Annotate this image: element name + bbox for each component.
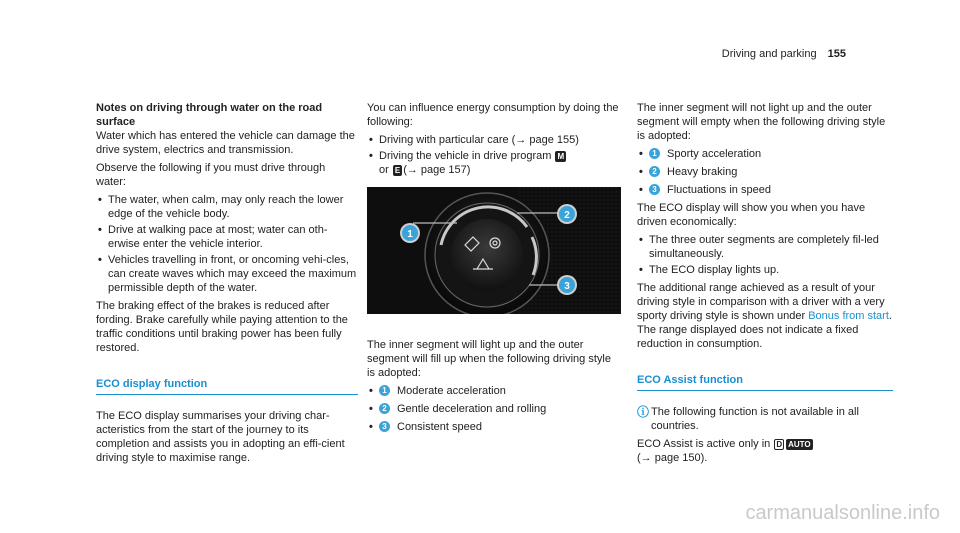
water-heading-line2: surface	[96, 116, 136, 128]
number-badge-icon: • 3	[379, 421, 390, 432]
note-paragraph	[637, 405, 893, 433]
list-item: • Driving with particular care (→ page 155)	[367, 133, 621, 147]
sporty-style-list	[637, 147, 893, 197]
number-badge-icon: • 3	[649, 184, 660, 195]
list-item	[367, 420, 621, 434]
energy-bullet-list	[367, 133, 621, 177]
drive-d-key-icon: D	[776, 439, 783, 449]
program-e-key-icon: E	[394, 165, 401, 175]
bonus-from-start-link[interactable]: Bonus from start	[808, 310, 889, 322]
eco-display-figure	[367, 187, 621, 314]
list-item	[637, 183, 893, 197]
list-item-text: Moderate acceleration	[397, 385, 506, 397]
auto-key-icon: AUTO	[788, 439, 811, 449]
list-item	[637, 165, 893, 179]
page-number: 155	[827, 48, 846, 60]
number-badge-icon: • 2	[649, 166, 660, 177]
list-item-text: Sporty acceleration	[667, 148, 762, 160]
list-item-text: Heavy braking	[667, 166, 738, 178]
list-item-text: Consistent speed	[397, 421, 482, 433]
svg-text:2: 2	[564, 210, 570, 221]
svg-text:3: 3	[564, 281, 570, 292]
column-2	[367, 101, 621, 438]
water-paragraph-3: The braking effect of the brakes is reduced after fording. Brake carefully while paying attention to the traffic conditions until braking power has been fully restored.	[96, 300, 348, 354]
number-badge-icon: • 1	[379, 385, 390, 396]
list-item	[367, 384, 621, 398]
bonus-paragraph	[637, 281, 893, 351]
column-1	[96, 101, 358, 469]
economical-paragraph: The ECO display will show you when you have driven economically:	[637, 202, 866, 228]
drive-program-text: Driving the vehicle in drive program	[379, 150, 552, 162]
callout-3	[557, 275, 577, 295]
list-item: • The ECO display lights up.	[637, 263, 893, 277]
water-heading	[96, 101, 358, 129]
inner-segment-paragraph: The inner segment will light up and the outer segment will fill up when the following driving style is adopted:	[367, 339, 611, 379]
list-item: • Vehicles travelling in front, or oncoming vehi-cles, can create waves which may exceed the maximum permissible depth of the water.	[96, 253, 358, 295]
eco-assist-text: ECO Assist is active only in	[637, 438, 771, 450]
list-item: • Drive at walking pace at most; water can oth-erwise enter the vehicle interior.	[96, 223, 358, 251]
drive-program-ref: (→ page 157)	[403, 164, 471, 176]
list-item-text: Gentle deceleration and rolling	[397, 403, 547, 415]
eco-display-title: ECO display function	[96, 377, 358, 395]
economical-bullet-list	[637, 233, 893, 277]
number-badge-icon: • 2	[379, 403, 390, 414]
column-3	[637, 101, 893, 469]
note-text: The following function is not available in all countries.	[651, 406, 859, 432]
drive-program-or: or	[379, 164, 389, 176]
water-paragraph-1: Water which has entered the vehicle can damage the drive system, electrics and transmission.	[96, 130, 355, 156]
water-paragraph-2: Observe the following if you must drive through water:	[96, 162, 326, 188]
page-header	[722, 48, 846, 60]
list-item	[367, 402, 621, 416]
eco-display-paragraph: The ECO display summarises your driving char-acteristics from the start of the journey to its completion and assists you in adopting an effi-cient driving style to maximise range.	[96, 410, 345, 464]
eco-assist-ref: (→ page 150).	[637, 452, 708, 464]
callout-1	[400, 223, 420, 243]
empty-segment-paragraph: The inner segment will not light up and the outer segment will empty when the following driving style is adopted:	[637, 102, 886, 142]
list-item: • The three outer segments are completely fil-led simultaneously.	[637, 233, 893, 261]
water-bullet-list	[96, 193, 358, 295]
bonus-text-post: . The range displayed does not indicate a fixed reduction in consumption.	[637, 310, 892, 350]
list-item	[637, 147, 893, 161]
energy-paragraph: You can influence energy consumption by doing the following:	[367, 102, 619, 128]
eco-display-illustration	[367, 187, 621, 314]
header-section: Driving and parking	[721, 48, 817, 60]
list-item-text: Fluctuations in speed	[667, 184, 771, 196]
moderate-style-list	[367, 384, 621, 434]
bonus-text-pre: The additional range achieved as a result of your driving style in comparison with a driver with a very sporty driving style is shown under	[637, 282, 885, 322]
water-heading-line1: Notes on driving through water on the road	[96, 102, 323, 114]
number-badge-icon: • 1	[649, 148, 660, 159]
callout-2	[557, 204, 577, 224]
svg-text:1: 1	[407, 229, 413, 240]
list-item	[367, 149, 621, 177]
watermark: carmanualsonline.info	[745, 502, 940, 524]
eco-assist-title: ECO Assist function	[637, 373, 893, 391]
info-note-icon: ⓘ	[637, 405, 650, 419]
eco-assist-paragraph	[637, 437, 893, 465]
program-m-key-icon: M	[557, 151, 565, 161]
list-item: • The water, when calm, may only reach the lower edge of the vehicle body.	[96, 193, 358, 221]
